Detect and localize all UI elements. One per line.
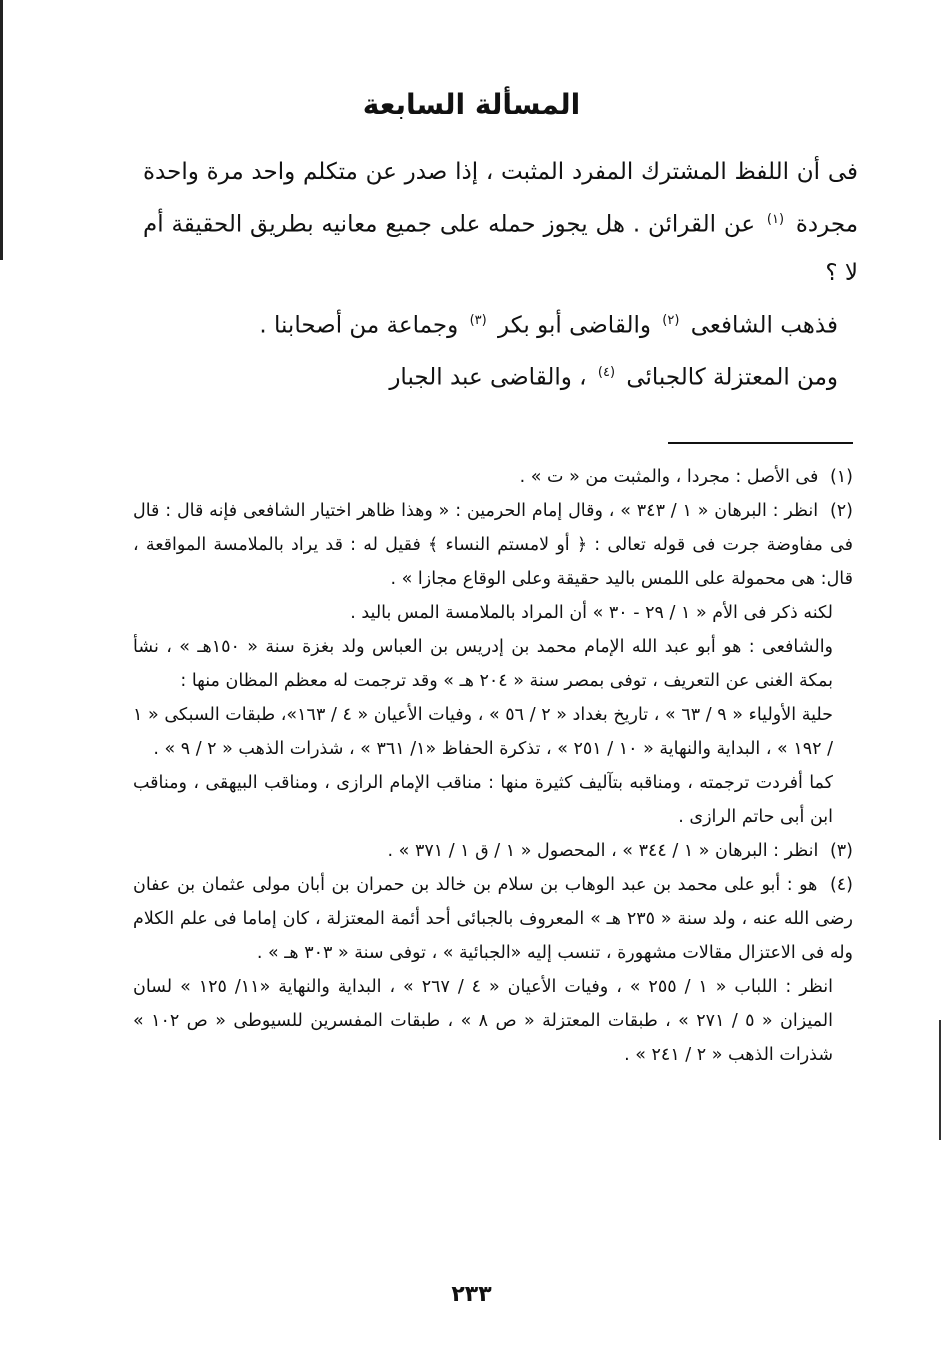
footnote-number: (١): [829, 467, 853, 487]
paragraph-2-text-a: فذهب الشافعى: [690, 312, 838, 339]
paragraph-1: [143, 148, 858, 297]
footnote-text: فى الأصل : مجردا ، والمثبت من « ت » .: [519, 467, 819, 487]
footnote-3: [133, 834, 853, 868]
footnote-number: (٤): [829, 875, 853, 895]
footnote-ref-3[interactable]: (٣): [469, 312, 487, 328]
scan-edge-left: [0, 0, 3, 260]
footnote-2-continuation: لكنه ذكر فى الأم « ١ / ٢٩ - ٣٠ » أن المراد بالملامسة المس باليد .: [350, 603, 833, 623]
paragraph-1-text-a: فى أن اللفظ المشترك المفرد المثبت ، إذا صدر عن متكلم واحد مرة واحدة مجردة: [143, 159, 859, 238]
footnote-ref-1[interactable]: (١): [766, 212, 785, 227]
paragraph-1-text-b: عن القرائن . هل يجوز حمله على جميع معانيه بطريق الحقيقة أم لا ؟: [143, 211, 858, 286]
footnote-1: [133, 460, 853, 494]
footnote-2: [133, 494, 853, 596]
footnote-ref-2[interactable]: (٢): [662, 312, 680, 328]
main-text: [143, 148, 858, 402]
footnote-4: [133, 868, 853, 970]
page-number: ٢٣٣: [451, 1282, 492, 1307]
footnote-4-continuation: انظر : اللباب « ١ / ٢٥٥ » ، وفيات الأعيان « ٤ / ٢٦٧ » ، البداية والنهاية «١١/ ١٢٥ » لسان الميزان « ٥ / ٢٧١ » ، طبقات المعتزلة « ص ٨ » ، طبقات المفسرين للسيوطى « ص ١٠٢ » شذرات الذهب « ٢ / ٢٤١ » .: [133, 977, 833, 1065]
paragraph-3-text-a: ومن المعتزلة كالجبائى: [626, 364, 838, 391]
footnote-2-continuation: والشافعى : هو أبو عبد الله الإمام محمد بن إدريس بن العباس ولد بغزة سنة « ١٥٠هـ » ، نشأ بمكة الغنى عن التعريف ، توفى بمصر سنة « ٢٠٤ هـ » وقد ترجمت له معظم المظان منها :: [133, 637, 834, 691]
footnote-separator: [668, 442, 853, 444]
paragraph-2-text-c: وجماعة من أصحابنا .: [259, 312, 459, 339]
footnote-text: انظر : البرهان « ١ / ٣٤٤ » ، المحصول « ١ / ق ١ / ٣٧١ » .: [387, 841, 819, 861]
footnote-number: (٣): [829, 841, 853, 861]
footnote-ref-4[interactable]: (٤): [597, 365, 616, 381]
paragraph-2-text-b: والقاضى أبو بكر: [498, 312, 651, 339]
paragraph-3-text-b: ، والقاضى عبد الجبار: [389, 364, 587, 391]
footnote-text: انظر : البرهان « ١ / ٣٤٣ » ، وقال إمام الحرمين : « وهذا ظاهر اختيار الشافعى فإنه قال : قال فى مفاوضة جرت فى قوله تعالى : ﴿ أو لامستم النساء ﴾ فقيل له : قد يراد بالملامسة المواقعة ، قال: هى محمولة على اللمس باليد حقيقة وعلى الوقاع مجازا » .: [133, 501, 853, 589]
footnotes: [133, 460, 853, 1072]
footnote-number: (٢): [829, 501, 853, 521]
paragraph-2: [143, 297, 858, 350]
footnote-2-continuation: حلية الأولياء « ٩ / ٦٣ » ، تاريخ بغداد « ٢ / ٥٦ » ، وفيات الأعيان « ٤ / ١٦٣»، طبقات السبكى « ١ / ١٩٢ » ، البداية والنهاية « ١٠ / ٢٥١ » ، تذكرة الحفاظ «١/ ٣٦١ » ، شذرات الذهب « ٢ / ٩ » .: [133, 705, 833, 759]
footnote-text: هو : أبو على محمد بن عبد الوهاب بن سلام بن خالد بن حمران بن أبان مولى عثمان بن عفان رضى الله عنه ، ولد سنة « ٢٣٥ هـ » المعروف بالجبائى أحد أئمة المعتزلة ، كان إماما فى علم الكلام وله فى الاعتزال مقالات مشهورة ، تنسب إليه «الجبائية » ، توفى سنة « ٣٠٣ هـ » .: [133, 875, 853, 963]
footnote-2-continuation: كما أفردت ترجمته ، ومناقبه بتآليف كثيرة منها : مناقب الإمام الرازى ، ومناقب البيهقى ، ومناقب ابن أبى حاتم الرازى .: [133, 773, 833, 827]
section-title: المسألة السابعة: [362, 88, 581, 121]
scan-edge-right: [939, 1020, 941, 1140]
paragraph-3: [143, 349, 858, 402]
